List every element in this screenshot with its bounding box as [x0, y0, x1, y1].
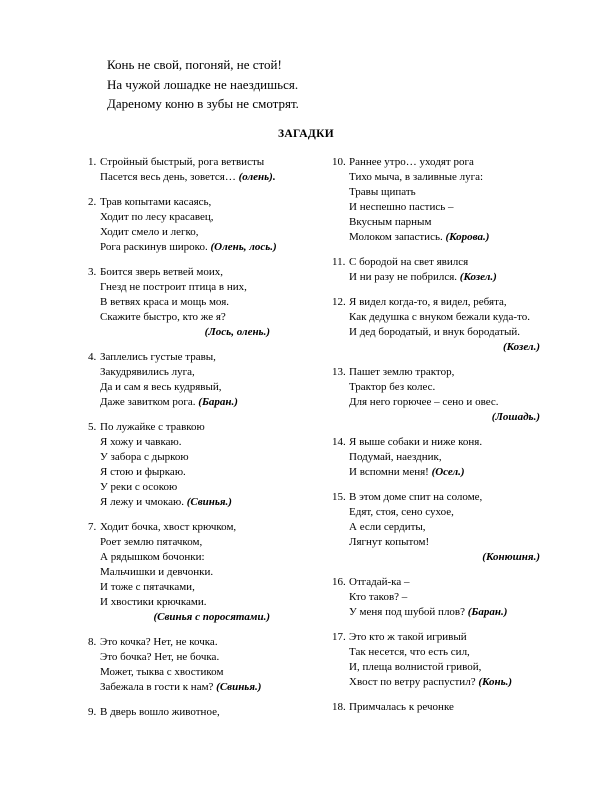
riddle-text [88, 635, 308, 695]
riddle-line [100, 665, 308, 680]
riddle-line [349, 490, 562, 505]
riddle-text [332, 435, 562, 480]
riddle-line-text: Подумай, наездник, [349, 451, 442, 463]
riddle-item [88, 155, 308, 185]
riddle-line [349, 605, 562, 620]
riddle-line-text: Скажите быстро, кто же я? [100, 311, 226, 323]
riddle-line [349, 660, 562, 675]
riddle-line-text: Ходит бочка, хвост крючком, [100, 521, 237, 533]
riddle-line [349, 310, 562, 325]
riddle-line-text: Это кто ж такой игривый [349, 631, 467, 643]
riddle-text [88, 420, 308, 510]
riddle-line [100, 705, 308, 720]
riddle-line [100, 635, 308, 650]
riddle-line [100, 210, 308, 225]
riddle-text [88, 520, 308, 625]
riddle-line-text: В дверь вошло животное, [100, 706, 220, 718]
riddle-line [100, 480, 308, 495]
riddle-line-text: Хвост по ветру распустил? [349, 676, 476, 688]
riddle-line-text: Я видел когда-то, я видел, ребята, [349, 296, 507, 308]
riddle-item [88, 520, 308, 625]
riddle-number: 5. [88, 421, 97, 433]
riddle-line [349, 215, 562, 230]
riddle-number: 11. [332, 256, 346, 268]
riddle-line [100, 550, 308, 565]
riddle-line [349, 255, 562, 270]
riddle-line [100, 495, 308, 510]
riddle-answer: (Олень, лось.) [210, 241, 277, 253]
riddle-number: 9. [88, 706, 97, 718]
riddle-line-text: Как дедушка с внуком бежали куда-то. [349, 311, 530, 323]
riddle-number: 10. [332, 156, 346, 168]
riddle-number: 14. [332, 436, 346, 448]
riddle-line [100, 450, 308, 465]
riddle-line-text: И неспешно пастись – [349, 201, 454, 213]
riddle-answer: (Лошадь.) [491, 411, 540, 423]
riddle-line-text: А если сердиты, [349, 521, 426, 533]
riddle-line [100, 225, 308, 240]
riddle-line [349, 185, 562, 200]
riddle-answer: (Конюшня.) [482, 551, 540, 563]
riddle-line-text: Вкусным парным [349, 216, 432, 228]
riddle-line [100, 265, 308, 280]
proverb-line: Конь не свой, погоняй, не стой! [107, 57, 282, 72]
riddle-line-text: Пашет землю трактор, [349, 366, 455, 378]
riddle-line [349, 535, 562, 550]
riddle-line-text: Молоком запастись. [349, 231, 443, 243]
riddle-line-text: Лягнут копытом! [349, 536, 430, 548]
riddle-text [88, 195, 308, 255]
riddle-item [332, 490, 562, 565]
riddle-line [100, 280, 308, 295]
riddle-line [349, 590, 562, 605]
riddle-item [332, 575, 562, 620]
riddle-line [100, 240, 308, 255]
riddle-line-text: И хвостики крючками. [100, 596, 207, 608]
riddle-line [100, 380, 308, 395]
riddle-line [349, 365, 562, 380]
riddle-line-text: Пасется весь день, зовется… [100, 171, 236, 183]
riddle-line-text: В ветвях краса и мощь моя. [100, 296, 230, 308]
riddle-line [349, 200, 562, 215]
riddle-line-text: Я лежу и чмокаю. [100, 496, 184, 508]
riddle-item [332, 435, 562, 480]
riddle-line-text: Гнезд не построит птица в них, [100, 281, 247, 293]
riddle-line-text: И ни разу не побрился. [349, 271, 458, 283]
riddle-line-text: У меня под шубой плов? [349, 606, 466, 618]
riddle-number: 16. [332, 576, 346, 588]
riddle-line-text: Тихо мыча, в заливные луга: [349, 171, 484, 183]
riddle-line-text: Я выше собаки и ниже коня. [349, 436, 483, 448]
riddle-line [100, 565, 308, 580]
riddle-line-text: Да и сам я весь кудрявый, [100, 381, 222, 393]
riddle-text [332, 365, 562, 425]
riddle-line-text: По лужайке с травкою [100, 421, 205, 433]
riddle-line-text: Может, тыква с хвостиком [100, 666, 224, 678]
riddle-line [349, 520, 562, 535]
riddle-line [349, 435, 562, 450]
riddle-answer: (Козел.) [502, 341, 540, 353]
riddle-line [349, 700, 562, 715]
riddle-number: 17. [332, 631, 346, 643]
riddle-number: 7. [88, 521, 97, 533]
riddle-line-text: И тоже с пятачками, [100, 581, 195, 593]
riddle-line-text: Даже завитком рога. [100, 396, 196, 408]
riddle-line [349, 170, 562, 185]
riddle-line-text: У реки с осокою [100, 481, 178, 493]
riddle-line-text: И, плеща волнистой гривой, [349, 661, 482, 673]
riddle-number: 1. [88, 156, 97, 168]
riddle-line [100, 680, 308, 695]
riddle-item [88, 265, 308, 340]
riddle-line-text: Боится зверь ветвей моих, [100, 266, 224, 278]
riddle-number: 18. [332, 701, 346, 713]
riddle-item [88, 420, 308, 510]
riddle-line-text: И вспомни меня! [349, 466, 429, 478]
page-title: ЗАГАДКИ [277, 128, 335, 140]
riddle-text [88, 350, 308, 410]
riddle-line-text: Кто таков? – [349, 591, 408, 603]
riddle-number: 8. [88, 636, 97, 648]
riddle-item [332, 255, 562, 285]
riddle-item [332, 365, 562, 425]
riddle-line [100, 520, 308, 535]
riddle-number: 4. [88, 351, 97, 363]
riddle-line [100, 350, 308, 365]
riddle-line [100, 435, 308, 450]
riddle-number: 12. [332, 296, 346, 308]
riddle-text [332, 490, 562, 565]
riddle-number: 15. [332, 491, 346, 503]
riddle-answer: (Свинья.) [186, 496, 232, 508]
riddle-line-text: Отгадай-ка – [349, 576, 410, 588]
riddle-line [349, 380, 562, 395]
riddle-answer: (Козел.) [459, 271, 497, 283]
riddle-number: 13. [332, 366, 346, 378]
riddle-line-text: С бородой на свет явился [349, 256, 469, 268]
riddle-line-text: Заплелись густые травы, [100, 351, 216, 363]
riddle-line-text: Ходит смело и легко, [100, 226, 199, 238]
riddle-line [100, 295, 308, 310]
riddle-line-text: Для него горючее – сено и овес. [349, 396, 499, 408]
riddle-line [349, 450, 562, 465]
riddle-line [349, 575, 562, 590]
riddle-line-text: Я стою и фыркаю. [100, 466, 186, 478]
riddle-line [349, 645, 562, 660]
riddle-text [88, 155, 308, 185]
riddle-line-text: А рядышком бочонки: [100, 551, 205, 563]
riddle-line-text: И дед бородатый, и внук бородатый. [349, 326, 521, 338]
riddle-item [88, 635, 308, 695]
riddle-line [100, 310, 308, 325]
riddle-line-text: Едят, стоя, сено сухое, [349, 506, 454, 518]
riddle-line-text: Раннее утро… уходят рога [349, 156, 474, 168]
riddle-answer: (Баран.) [467, 606, 508, 618]
riddle-line [349, 675, 562, 690]
riddle-line [349, 325, 562, 340]
riddle-line [100, 395, 308, 410]
riddle-number: 2. [88, 196, 97, 208]
riddle-line-text: Это бочка? Нет, не бочка. [100, 651, 220, 663]
riddle-line [100, 580, 308, 595]
riddle-line [100, 170, 308, 185]
proverb-line: Дареному коню в зубы не смотрят. [107, 96, 299, 111]
riddle-line-text: Забежала в гости к нам? [100, 681, 214, 693]
riddle-text [332, 155, 562, 245]
riddle-line-text: У забора с дыркою [100, 451, 189, 463]
riddle-answer: (Баран.) [198, 396, 238, 408]
riddle-answer: (Корова.) [445, 231, 490, 243]
riddle-item [88, 705, 308, 720]
riddle-item [332, 155, 562, 245]
riddle-line-text: Это кочка? Нет, не кочка. [100, 636, 218, 648]
riddle-line [100, 535, 308, 550]
riddle-line [100, 650, 308, 665]
riddle-item [88, 195, 308, 255]
riddle-item [332, 700, 562, 715]
riddle-number: 3. [88, 266, 97, 278]
riddle-answer: (олень). [238, 171, 276, 183]
riddle-line [349, 155, 562, 170]
riddle-text [332, 295, 562, 355]
riddles-right-column [332, 155, 562, 725]
riddle-line [100, 420, 308, 435]
riddle-answer: (Свинья.) [216, 681, 262, 693]
riddle-text [88, 265, 308, 340]
riddle-line-text: Роет землю пятачком, [100, 536, 203, 548]
riddle-line [100, 195, 308, 210]
riddle-line [349, 395, 562, 410]
riddle-item [332, 630, 562, 690]
riddle-text [332, 255, 562, 285]
riddle-line-text: Травы щипать [349, 186, 416, 198]
riddle-answer: (Конь.) [478, 676, 513, 688]
riddle-line-text: Стройный быстрый, рога ветвисты [100, 156, 265, 168]
riddle-text [332, 575, 562, 620]
riddle-line-text: Трактор без колес. [349, 381, 436, 393]
riddle-line-text: Ходит по лесу красавец, [100, 211, 214, 223]
riddle-line [349, 465, 562, 480]
riddle-answer: (Осел.) [431, 466, 465, 478]
riddle-line-text: Рога раскинув широко. [100, 241, 208, 253]
riddle-line-text: Мальчишки и девчонки. [100, 566, 214, 578]
riddle-line-text: Так несется, что есть сил, [349, 646, 470, 658]
riddle-line [100, 465, 308, 480]
riddle-line-text: Закудрявились луга, [100, 366, 195, 378]
riddle-line [100, 595, 308, 610]
riddle-line-text: Я хожу и чавкаю. [100, 436, 182, 448]
riddle-line [349, 295, 562, 310]
riddle-line-text: Примчалась к речонке [349, 701, 454, 713]
riddle-text [332, 700, 562, 715]
riddle-line [349, 230, 562, 245]
riddle-text [332, 630, 562, 690]
riddle-item [88, 350, 308, 410]
riddle-line [349, 630, 562, 645]
riddle-line-text: Трав копытами касаясь, [100, 196, 212, 208]
riddle-answer: (Свинья с поросятами.) [153, 611, 270, 623]
riddle-line [100, 365, 308, 380]
proverbs-block [107, 55, 299, 114]
proverb-line: На чужой лошадке не наездишься. [107, 76, 299, 92]
riddle-answer: (Лось, олень.) [204, 326, 270, 338]
riddle-line [349, 270, 562, 285]
riddle-line [100, 155, 308, 170]
riddle-line [349, 505, 562, 520]
riddle-item [332, 295, 562, 355]
riddles-left-column [88, 155, 308, 730]
riddle-text [88, 705, 308, 720]
riddle-line-text: В этом доме спит на соломе, [349, 491, 483, 503]
